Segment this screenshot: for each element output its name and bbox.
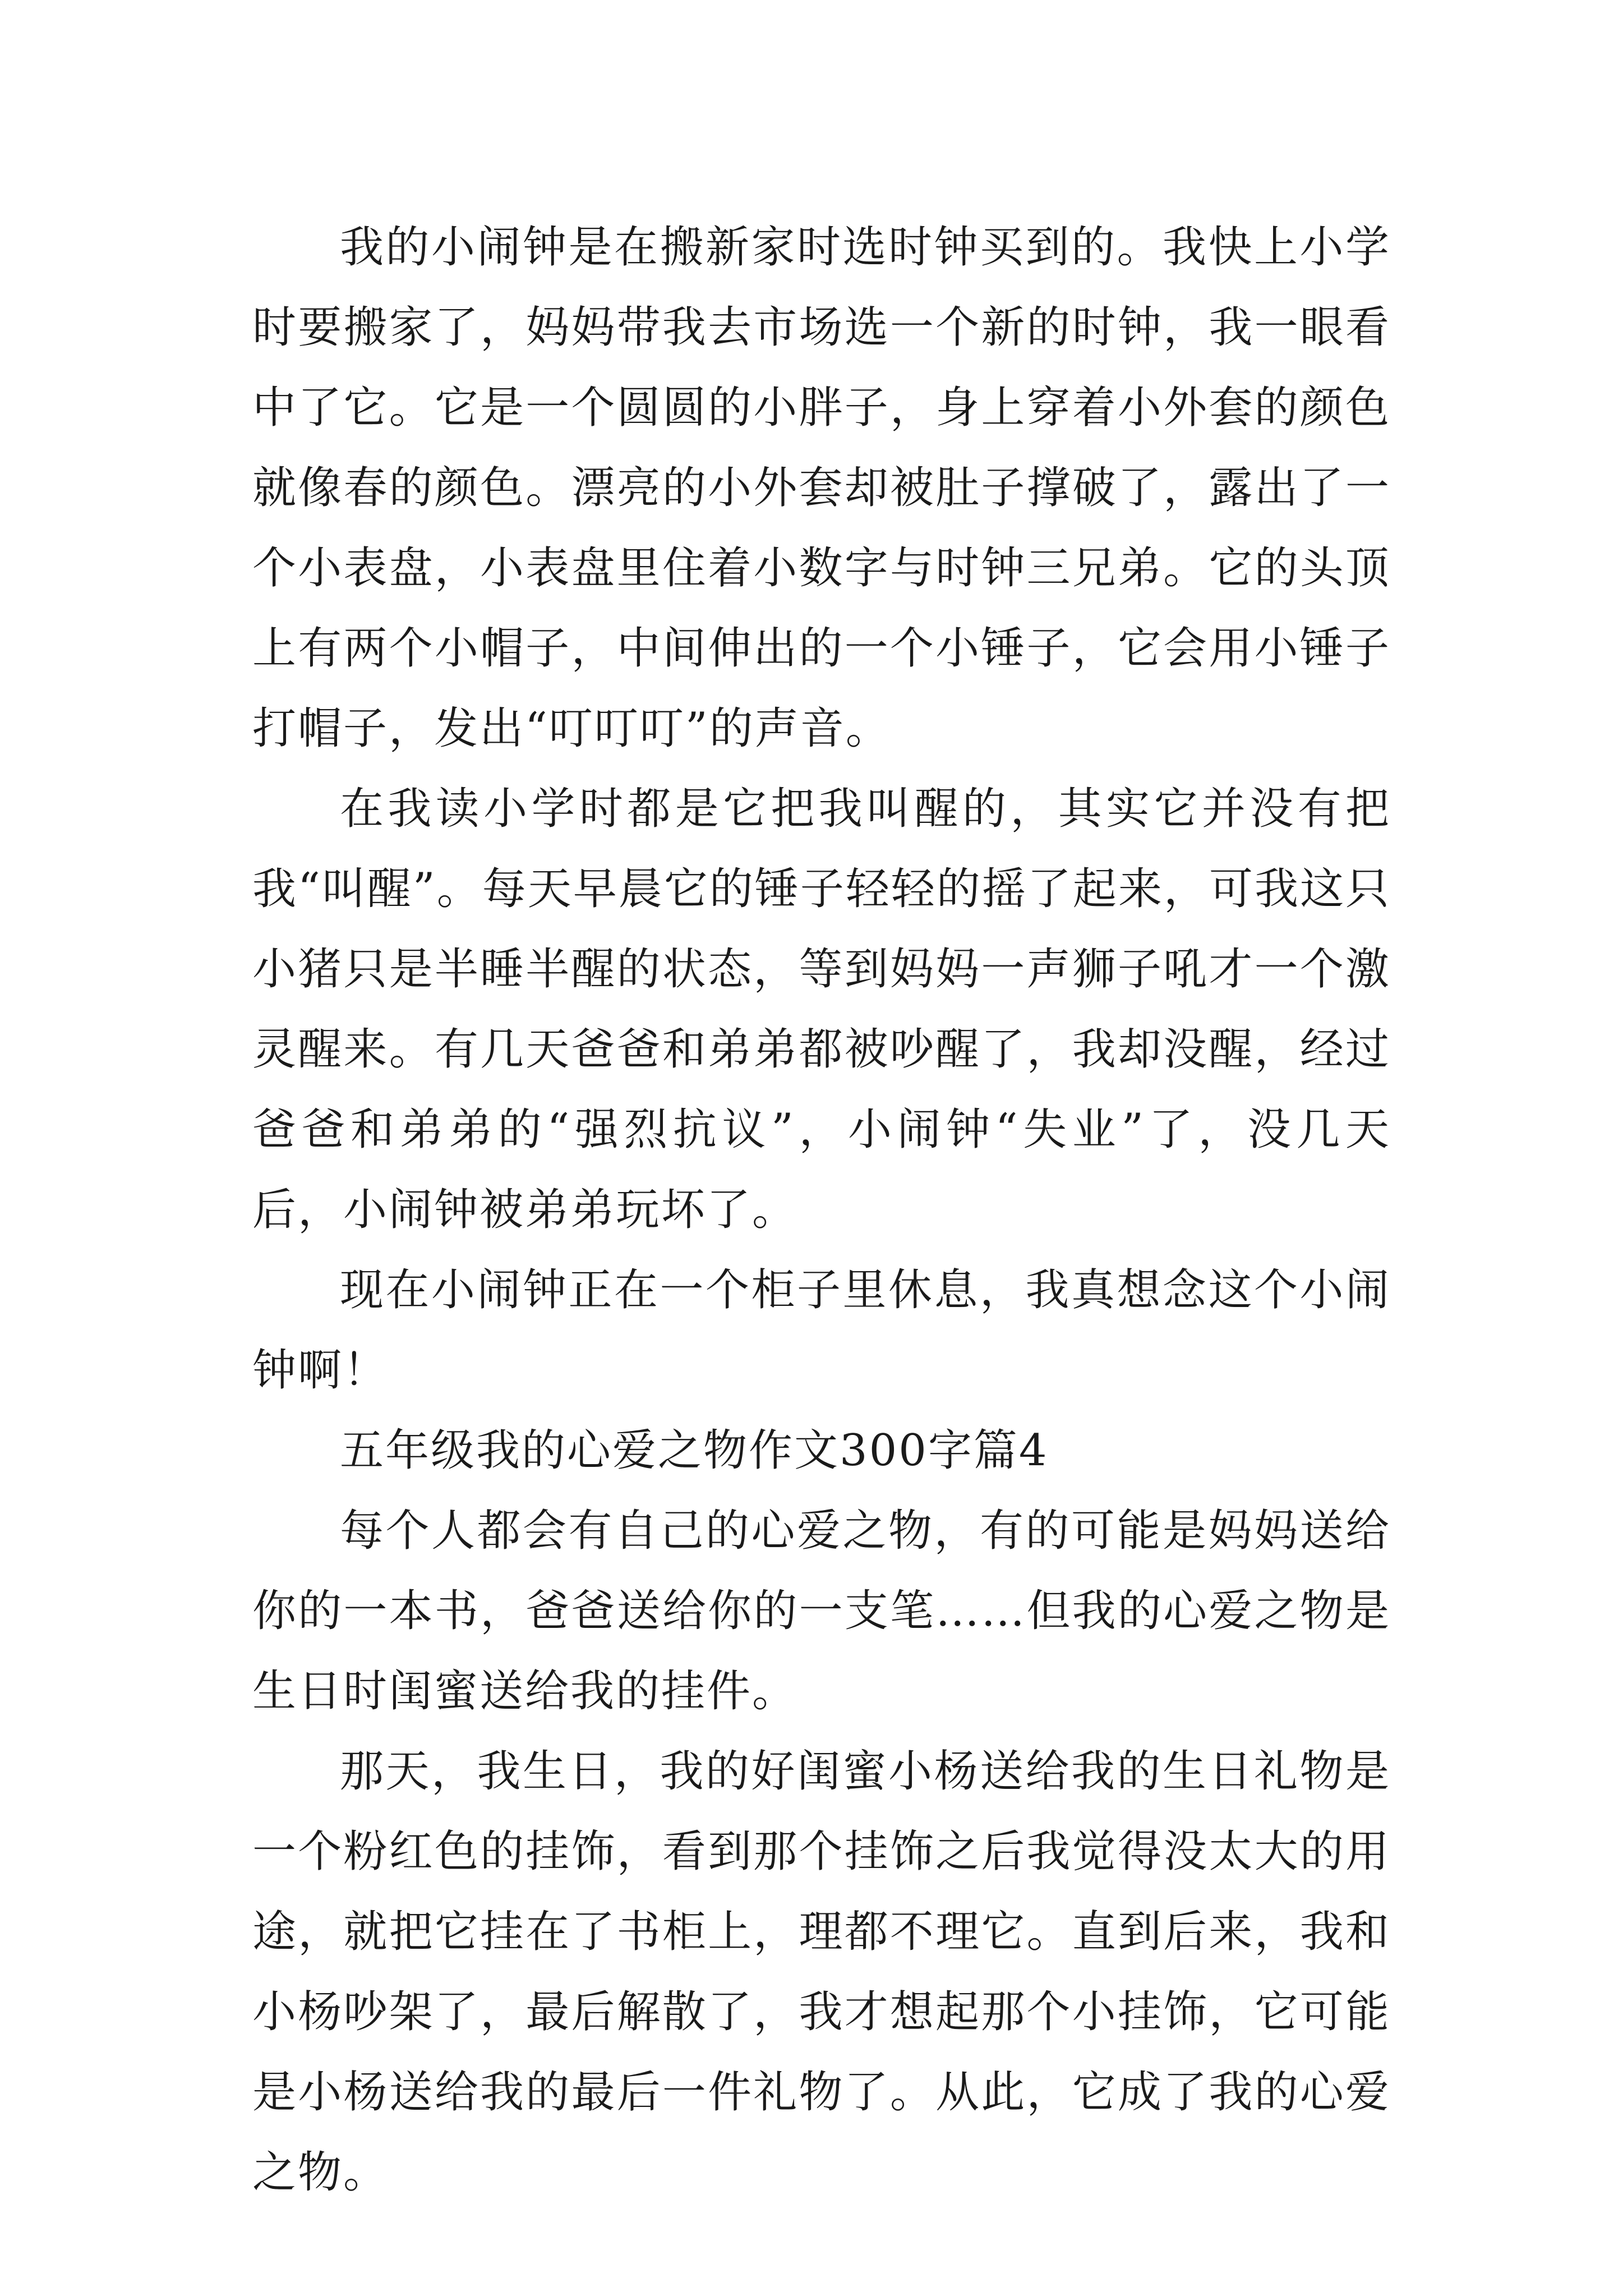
paragraph-alarm-clock-miss: 现在小闹钟正在一个柜子里休息，我真想念这个小闹钟啊！ bbox=[252, 1265, 1391, 1396]
paragraph-pendant-intro: 每个人都会有自己的心爱之物，有的可能是妈妈送给你的一本书，爸爸送给你的一支笔……但我的心爱之物是生日时闺蜜送给我的挂件。 bbox=[252, 1506, 1391, 1717]
paragraph-alarm-clock-wakeup: 在我读小学时都是它把我叫醒的，其实它并没有把我“叫醒”。每天早晨它的锤子轻轻的摇了起来，可我这只小猪只是半睡半醒的状态，等到妈妈一声狮子吼才一个激灵醒来。有几天爸爸和弟弟都被吵醒了，我却没醒，经过爸爸和弟弟的“强烈抗议”，小闹钟“失业”了，没几天后，小闹钟被弟弟玩坏了。 bbox=[252, 784, 1391, 1235]
paragraph-alarm-clock-intro: 我的小闹钟是在搬新家时选时钟买到的。我快上小学时要搬家了，妈妈带我去市场选一个新的时钟，我一眼看中了它。它是一个圆圆的小胖子，身上穿着小外套的颜色就像春的颜色。漂亮的小外套却被肚子撑破了，露出了一个小表盘，小表盘里住着小数字与时钟三兄弟。它的头顶上有两个小帽子，中间伸出的一个小锤子，它会用小锤子打帽子，发出“叮叮叮”的声音。 bbox=[252, 222, 1391, 754]
paragraph-pendant-story: 那天，我生日，我的好闺蜜小杨送给我的生日礼物是一个粉红色的挂饰，看到那个挂饰之后我觉得没太大的用途，就把它挂在了书柜上，理都不理它。直到后来，我和小杨吵架了，最后解散了，我才想起那个小挂饰，它可能是小杨送给我的最后一件礼物了。从此，它成了我的心爱之物。 bbox=[252, 1746, 1391, 2198]
essay-heading: 五年级我的心爱之物作文300字篇4 bbox=[340, 1425, 1049, 1476]
document-body bbox=[252, 208, 1391, 2213]
